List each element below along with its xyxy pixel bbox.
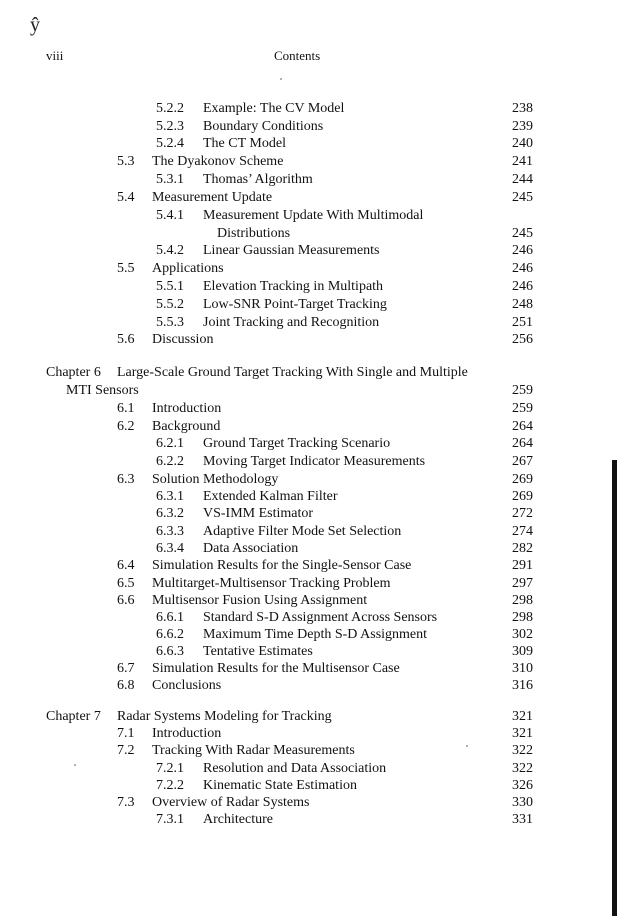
running-title: Contents <box>274 48 321 63</box>
scan-edge-shadow <box>612 460 617 916</box>
margin-mark: ŷ <box>30 14 40 36</box>
scan-speck <box>74 764 76 766</box>
page-number: viii <box>46 48 64 63</box>
scan-speck <box>466 745 468 747</box>
scan-speck <box>280 78 282 80</box>
